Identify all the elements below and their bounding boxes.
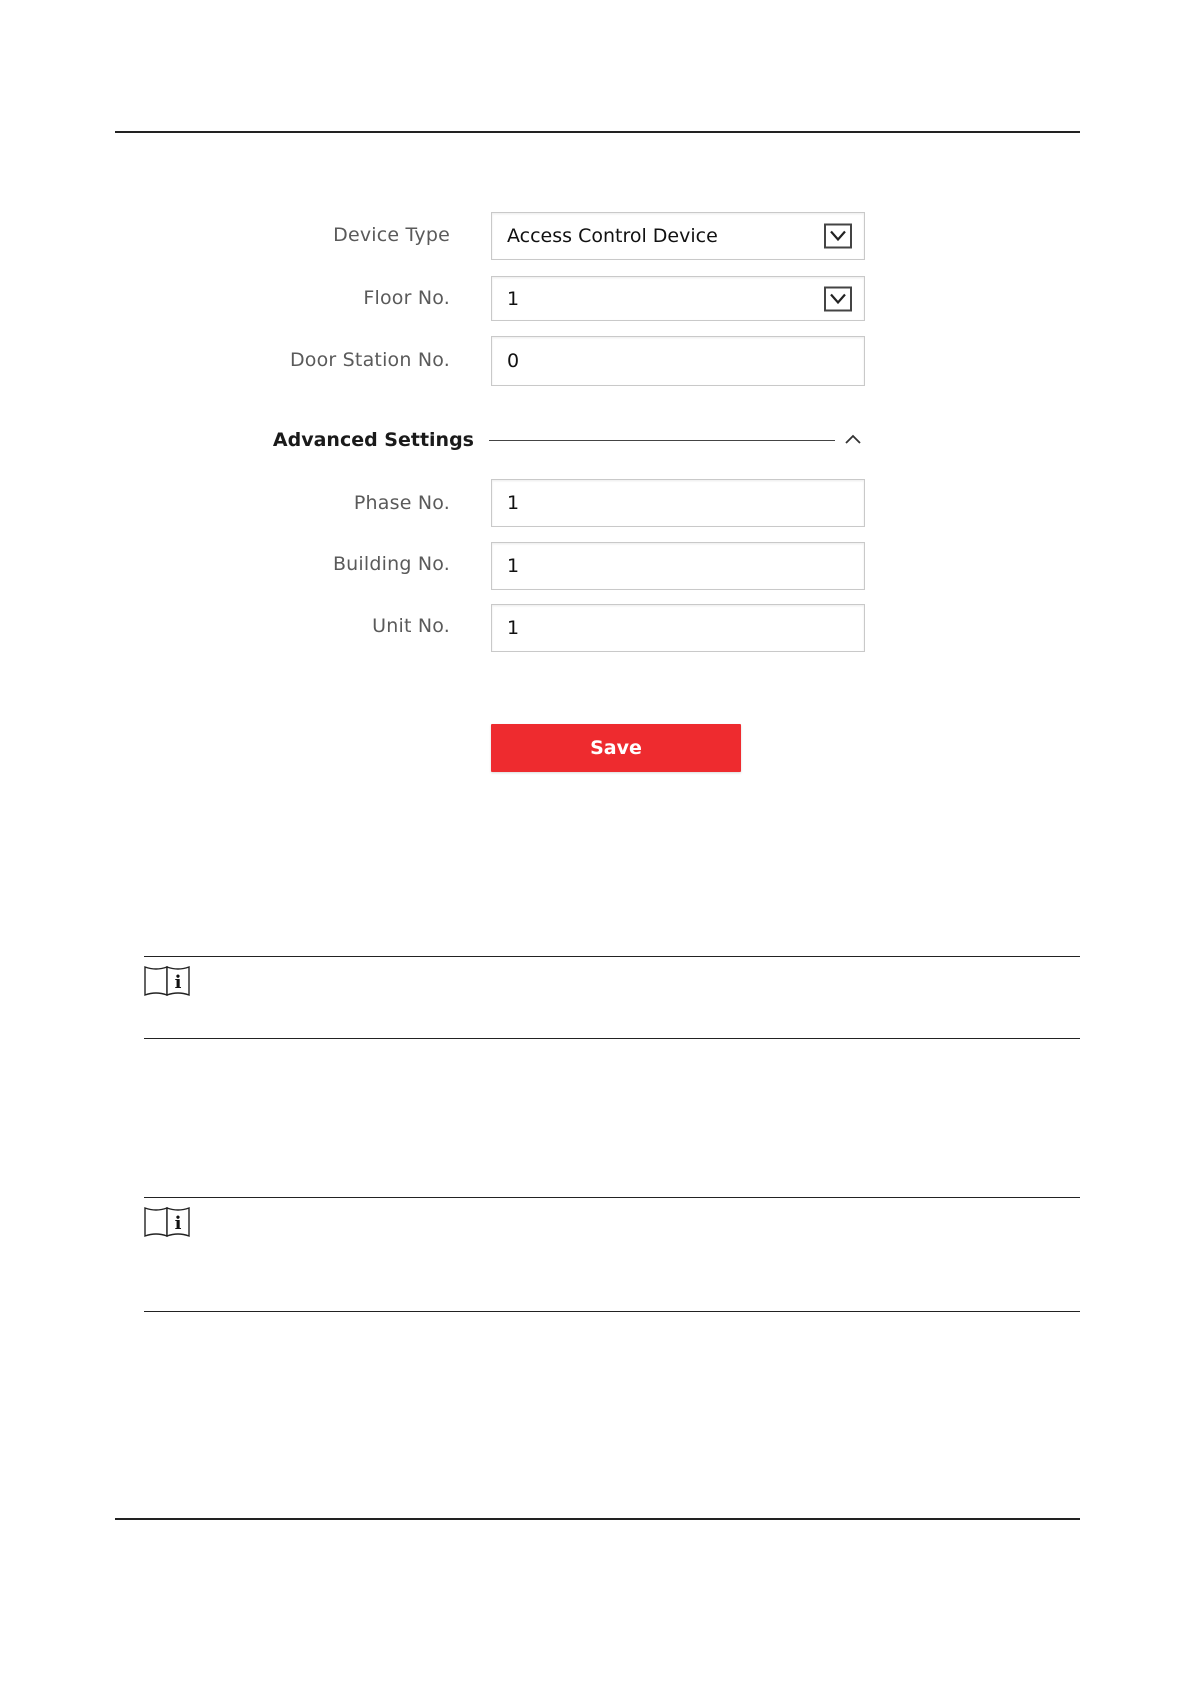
floor-no-dropdown-button[interactable] <box>824 286 852 311</box>
note-bottom-rule <box>144 1311 1080 1312</box>
floor-no-value: 1 <box>507 287 520 310</box>
device-type-label: Device Type <box>333 224 450 246</box>
page-header-rule <box>115 131 1080 133</box>
phase-no-label: Phase No. <box>353 492 450 514</box>
door-station-no-label: Door Station No. <box>289 349 450 371</box>
chevron-down-icon <box>829 291 847 306</box>
note-top-rule <box>144 956 1080 957</box>
svg-text:i: i <box>174 972 182 993</box>
door-station-no-input[interactable] <box>491 336 865 386</box>
advanced-settings-divider <box>489 440 835 441</box>
chevron-down-icon <box>829 229 847 244</box>
building-no-label: Building No. <box>332 553 450 575</box>
note-bottom-rule <box>144 1038 1080 1039</box>
unit-no-label: Unit No. <box>372 615 450 637</box>
chevron-up-icon[interactable] <box>844 432 862 446</box>
device-type-value: Access Control Device <box>507 225 718 247</box>
advanced-settings-title: Advanced Settings <box>272 429 474 451</box>
building-no-input[interactable] <box>491 542 865 590</box>
note-info-icon <box>144 965 190 997</box>
page-footer-rule <box>115 1518 1080 1520</box>
note-top-rule <box>144 1197 1080 1198</box>
floor-no-select[interactable] <box>491 276 865 321</box>
floor-no-label: Floor No. <box>363 287 450 309</box>
save-button[interactable]: Save <box>491 724 741 772</box>
phase-no-input[interactable] <box>491 479 865 527</box>
unit-no-value: 1 <box>507 617 520 639</box>
unit-no-input[interactable] <box>491 604 865 652</box>
building-no-value: 1 <box>507 555 520 577</box>
svg-text:i: i <box>174 1213 182 1234</box>
device-type-dropdown-button[interactable] <box>824 224 852 249</box>
note-info-icon <box>144 1206 190 1238</box>
door-station-no-value: 0 <box>507 350 520 372</box>
phase-no-value: 1 <box>507 492 520 514</box>
device-type-select[interactable] <box>491 212 865 260</box>
